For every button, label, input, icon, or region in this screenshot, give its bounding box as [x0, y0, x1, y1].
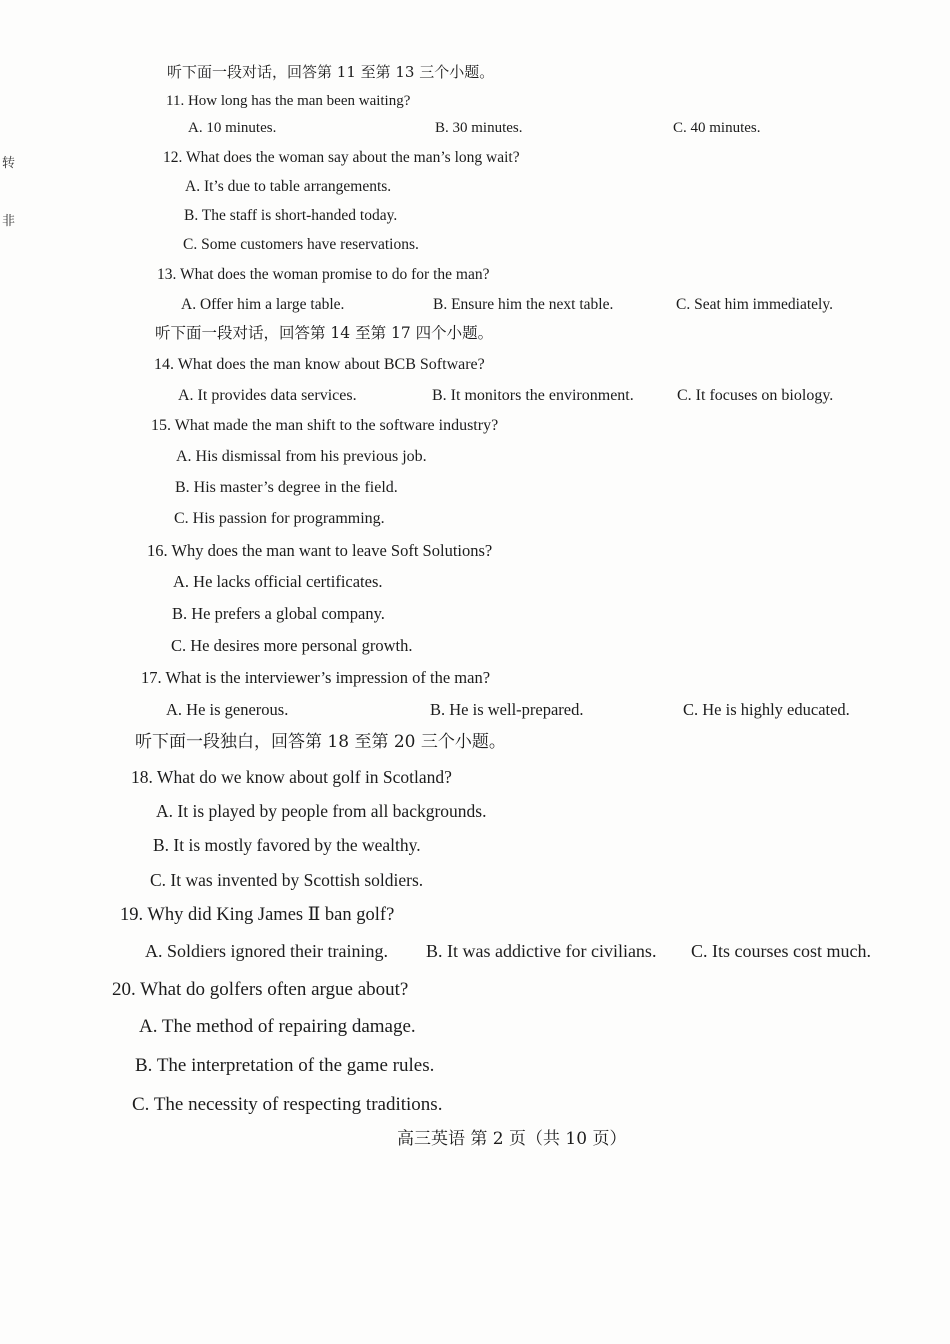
option-19c: C. Its courses cost much. — [691, 941, 871, 961]
option-15c: C. His passion for programming. — [174, 510, 385, 527]
option-16a: A. He lacks official certificates. — [173, 572, 383, 591]
option-14a: A. It provides data services. — [178, 387, 357, 404]
option-12a: A. It’s due to table arrangements. — [185, 178, 392, 195]
option-11a: A. 10 minutes. — [188, 120, 277, 136]
option-16b: B. He prefers a global company. — [172, 604, 385, 623]
option-20a: A. The method of repairing damage. — [139, 1016, 416, 1037]
option-13b: B. Ensure him the next table. — [433, 296, 614, 313]
question-11: 11. How long has the man been waiting? — [166, 93, 411, 109]
section-instruction: 听下面一段对话，回答第 11 至第 13 三个小题。 — [167, 63, 495, 81]
option-19b: B. It was addictive for civilians. — [426, 941, 657, 961]
question-19: 19. Why did King James Ⅱ ban golf? — [120, 905, 395, 925]
option-20b: B. The interpretation of the game rules. — [135, 1055, 435, 1076]
question-18: 18. What do we know about golf in Scotland? — [131, 767, 452, 787]
option-14b: B. It monitors the environment. — [432, 387, 634, 404]
section-instruction: 听下面一段独白，回答第 18 至第 20 三个小题。 — [135, 732, 506, 752]
question-14: 14. What does the man know about BCB Software? — [154, 356, 485, 373]
option-18b: B. It is mostly favored by the wealthy. — [153, 835, 421, 855]
option-15a: A. His dismissal from his previous job. — [176, 448, 427, 465]
question-12: 12. What does the woman say about the man’s long wait? — [163, 149, 520, 166]
option-17b: B. He is well-prepared. — [430, 700, 584, 719]
margin-mark-1: 转 — [2, 156, 16, 171]
option-14c: C. It focuses on biology. — [677, 387, 834, 404]
question-13: 13. What does the woman promise to do for the man? — [157, 266, 490, 283]
option-12b: B. The staff is short-handed today. — [184, 207, 398, 224]
question-17: 17. What is the interviewer’s impression of the man? — [141, 668, 491, 687]
option-18c: C. It was invented by Scottish soldiers. — [150, 870, 424, 890]
option-16c: C. He desires more personal growth. — [171, 636, 413, 655]
question-20: 20. What do golfers often argue about? — [112, 979, 409, 1000]
option-13c: C. Seat him immediately. — [676, 296, 833, 313]
option-11b: B. 30 minutes. — [435, 120, 523, 136]
option-11c: C. 40 minutes. — [673, 120, 761, 136]
section-instruction: 听下面一段对话，回答第 14 至第 17 四个小题。 — [155, 324, 494, 342]
option-17a: A. He is generous. — [166, 700, 289, 719]
option-13a: A. Offer him a large table. — [181, 296, 345, 313]
option-20c: C. The necessity of respecting traditions. — [132, 1094, 443, 1115]
option-15b: B. His master’s degree in the field. — [175, 479, 398, 496]
page-footer: 高三英语 第 2 页（共 10 页） — [397, 1129, 627, 1149]
question-15: 15. What made the man shift to the software industry? — [151, 417, 499, 434]
option-19a: A. Soldiers ignored their training. — [145, 941, 388, 961]
question-16: 16. Why does the man want to leave Soft Solutions? — [147, 541, 493, 560]
option-12c: C. Some customers have reservations. — [183, 236, 419, 253]
option-17c: C. He is highly educated. — [683, 700, 850, 719]
margin-mark-2: 非 — [2, 214, 16, 229]
option-18a: A. It is played by people from all backgrounds. — [156, 801, 487, 821]
